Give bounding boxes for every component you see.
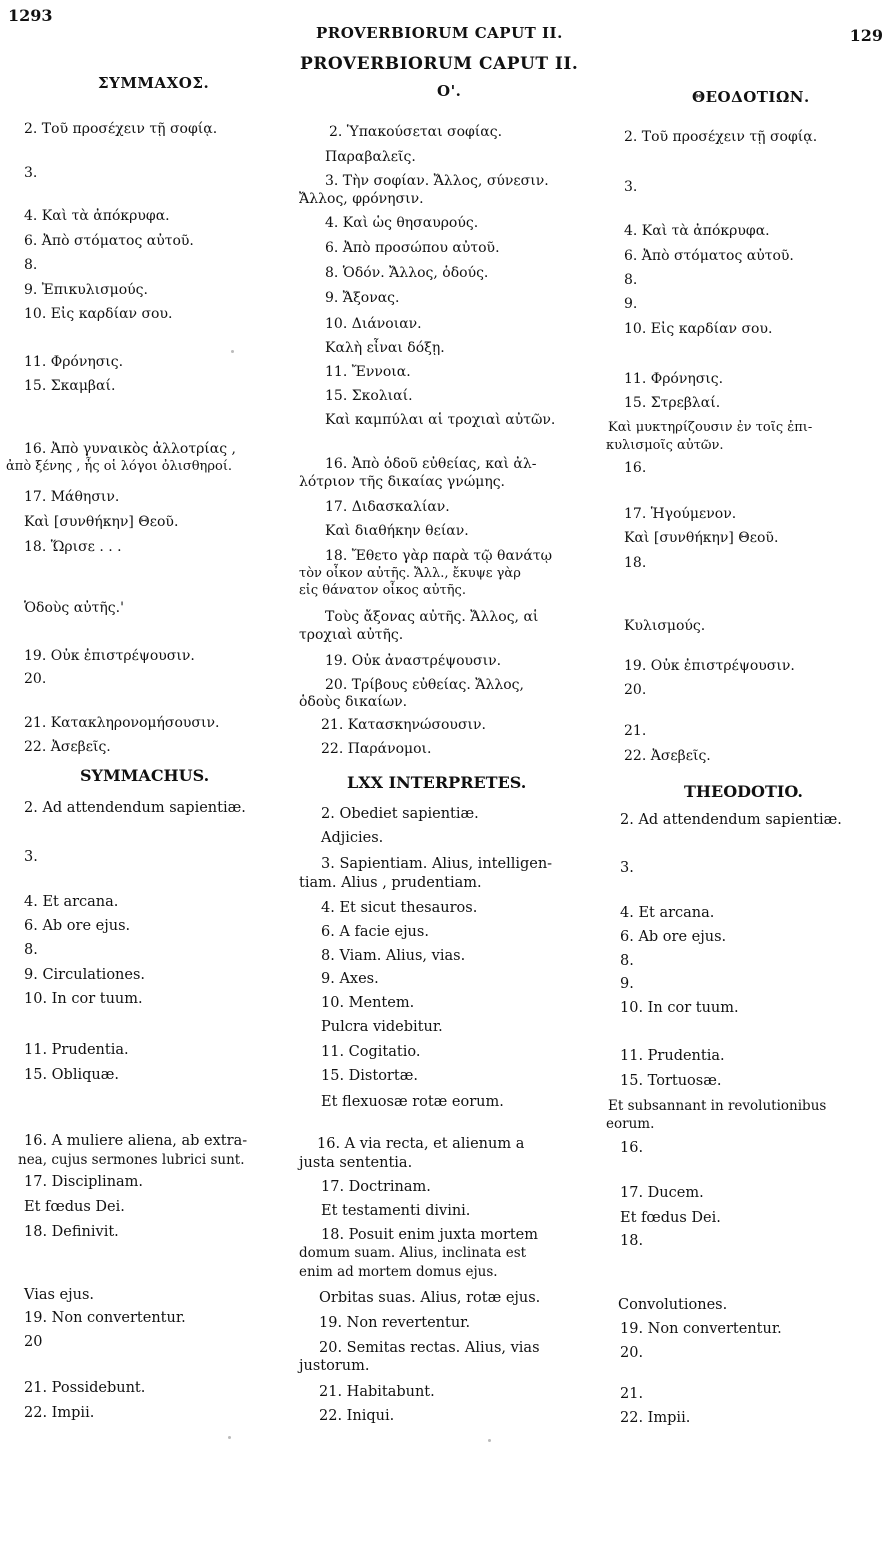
text-line: 22. Ἀσεβεῖς. xyxy=(624,748,711,764)
text-line: 8. Viam. Alius, vias. xyxy=(321,948,466,964)
text-line: 18. Ὥρισε . . . xyxy=(24,539,122,555)
text-line: 8. Ὁδόν. Ἄλλος, ὁδούς. xyxy=(325,265,489,281)
text-line: domum suam. Alius, inclinata est xyxy=(299,1245,527,1261)
text-line: Καὶ καμπύλαι αἱ τροχιαὶ αὐτῶν. xyxy=(325,412,556,428)
text-line: Orbitas suas. Alius, rotæ ejus. xyxy=(319,1290,541,1306)
text-line: 4. Et sicut thesauros. xyxy=(321,900,478,916)
text-line: 2. Ad attendendum sapientiæ. xyxy=(620,812,842,828)
text-line: 9. Ἐπικυλισμούς. xyxy=(24,282,148,298)
text-line: 19. Non revertentur. xyxy=(319,1315,471,1331)
text-line: 21. xyxy=(620,1386,644,1402)
text-line: 2. Ὑπακούσεται σοφίας. xyxy=(329,124,503,140)
text-line: 6. Ab ore ejus. xyxy=(620,929,727,945)
text-line: 2. Τοῦ προσέχειν τῇ σοφίᾳ. xyxy=(624,129,818,145)
text-line: τροχιαὶ αὐτῆς. xyxy=(299,627,404,643)
text-line: 9. Circulationes. xyxy=(24,967,146,983)
text-line: 15. Tortuosæ. xyxy=(620,1073,722,1089)
theodotion-greek-heading: ΘΕΟΔΟΤΙΩΝ. xyxy=(692,88,810,106)
text-line: 19. Non convertentur. xyxy=(620,1321,782,1337)
text-line: 10. In cor tuum. xyxy=(24,991,143,1007)
text-line: 9. Ἄξονας. xyxy=(325,290,400,306)
print-speck xyxy=(228,1436,231,1439)
text-line: κυλισμοῖς αὐτῶν. xyxy=(606,438,724,453)
text-line: Et subsannant in revolutionibus xyxy=(608,1098,827,1114)
text-line: nea, cujus sermones lubrici sunt. xyxy=(18,1152,245,1168)
text-line: 18. Ἔθετο γὰρ παρὰ τῷ θανάτῳ xyxy=(325,548,553,564)
text-line: tiam. Alius , prudentiam. xyxy=(299,875,482,891)
text-line: 15. Στρεβλαί. xyxy=(624,395,721,411)
text-line: 6. Ἀπὸ στόματος αὐτοῦ. xyxy=(624,248,794,264)
text-line: 10. In cor tuum. xyxy=(620,1000,739,1016)
text-line: 6. Ab ore ejus. xyxy=(24,918,131,934)
text-line: justa sententia. xyxy=(299,1155,413,1171)
text-line: Καὶ διαθήκην θείαν. xyxy=(325,523,469,539)
text-line: 9. xyxy=(620,976,634,992)
text-line: 15. Σκαμβαί. xyxy=(24,378,116,394)
text-line: 11. Ἔννοια. xyxy=(325,364,411,380)
text-line: 3. xyxy=(620,860,634,876)
text-line: 22. Παράνομοι. xyxy=(321,741,432,757)
text-line: 11. Φρόνησις. xyxy=(624,371,724,387)
page-number-left: 1293 xyxy=(8,6,53,25)
text-line: 21. Possidebunt. xyxy=(24,1380,146,1396)
text-line: Et fœdus Dei. xyxy=(24,1199,125,1215)
text-line: 17. Ἡγούμενον. xyxy=(624,506,737,522)
text-line: 10. Εἰς καρδίαν σου. xyxy=(624,321,773,337)
text-line: 3. Τὴν σοφίαν. Ἄλλος, σύνεσιν. xyxy=(325,173,549,189)
text-line: 20. xyxy=(624,682,647,698)
text-line: Ὁδοὺς αὐτῆς.' xyxy=(24,600,124,616)
text-line: ἀπὸ ξένης , ἧς οἱ λόγοι ὀλισθηροί. xyxy=(6,459,233,474)
text-line: 22. Impii. xyxy=(24,1405,95,1421)
text-line: 22. Ἀσεβεῖς. xyxy=(24,739,111,755)
text-line: Καὶ [συνθήκην] Θεοῦ. xyxy=(24,514,179,530)
text-line: 8. xyxy=(624,272,638,288)
text-line: 20. Τρίβους εὐθείας. Ἄλλος, xyxy=(325,677,524,693)
text-line: Convolutiones. xyxy=(618,1297,728,1313)
text-line: 3. xyxy=(624,179,638,195)
text-line: 9. xyxy=(624,296,638,312)
text-line: 20. Semitas rectas. Alius, vias xyxy=(319,1340,540,1356)
text-line: 2. Ad attendendum sapientiæ. xyxy=(24,800,246,816)
text-line: 4. Καὶ τὰ ἀπόκρυφα. xyxy=(624,223,770,239)
text-line: 17. Ducem. xyxy=(620,1185,704,1201)
text-line: 18. xyxy=(620,1233,644,1249)
text-line: 22. Impii. xyxy=(620,1410,691,1426)
text-line: 21. Κατακληρονομήσουσιν. xyxy=(24,715,220,731)
text-line: 6. Ἀπὸ προσώπου αὐτοῦ. xyxy=(325,240,500,256)
text-line: 21. xyxy=(624,723,647,739)
text-line: 10. Mentem. xyxy=(321,995,415,1011)
text-line: Vias ejus. xyxy=(24,1287,95,1303)
text-line: 6. Ἀπὸ στόματος αὐτοῦ. xyxy=(24,233,194,249)
chapter-title: PROVERBIORUM CAPUT II. xyxy=(300,54,579,74)
text-line: λότριον τῆς δικαίας γνώμης. xyxy=(299,474,506,490)
text-line: τὸν οἶκον αὐτῆς. Ἄλλ., ἔκυψε γὰρ xyxy=(299,566,521,581)
text-line: 16. xyxy=(624,460,647,476)
text-line: 18. Posuit enim juxta mortem xyxy=(321,1227,538,1243)
print-speck xyxy=(488,1439,491,1442)
text-line: 3. Sapientiam. Alius, intelligen- xyxy=(321,856,553,872)
text-line: 21. Κατασκηνώσουσιν. xyxy=(321,717,486,733)
text-line: 17. Doctrinam. xyxy=(321,1179,431,1195)
text-line: 8. xyxy=(24,942,38,958)
text-line: 11. Prudentia. xyxy=(24,1042,129,1058)
text-line: 15. Σκολιαί. xyxy=(325,388,413,404)
text-line: 16. A via recta, et alienum a xyxy=(317,1136,525,1152)
text-line: Pulcra videbitur. xyxy=(321,1019,443,1035)
symmachus-latin-heading: SYMMACHUS. xyxy=(80,766,210,785)
print-speck xyxy=(231,350,234,353)
theodotion-latin-heading: THEODOTIO. xyxy=(684,782,803,801)
text-line: 8. xyxy=(24,257,38,273)
text-line: 17. Disciplinam. xyxy=(24,1174,144,1190)
text-line: enim ad mortem domus ejus. xyxy=(299,1264,498,1280)
text-line: 10. Διάνοιαν. xyxy=(325,316,422,332)
text-line: 6. A facie ejus. xyxy=(321,924,429,940)
text-line: 19. Οὐκ ἐπιστρέψουσιν. xyxy=(24,648,195,664)
text-line: 17. Μάθησιν. xyxy=(24,489,120,505)
text-line: Καὶ μυκτηρίζουσιν ἐν τοῖς ἐπι- xyxy=(608,420,813,435)
text-line: 2. Obediet sapientiæ. xyxy=(321,806,479,822)
text-line: Κυλισμούς. xyxy=(624,618,706,634)
text-line: Adjicies. xyxy=(321,830,384,846)
lxx-latin-heading: LXX INTERPRETES. xyxy=(347,773,527,792)
text-line: 18. xyxy=(624,555,647,571)
text-line: Καὶ [συνθήκην] Θεοῦ. xyxy=(624,530,779,546)
text-line: 10. Εἰς καρδίαν σου. xyxy=(24,306,173,322)
text-line: 3. xyxy=(24,165,38,181)
text-line: 11. Prudentia. xyxy=(620,1048,725,1064)
text-line: Καλὴ εἶναι δόξῃ. xyxy=(325,340,445,356)
text-line: Et fœdus Dei. xyxy=(620,1210,721,1226)
text-line: Τοὺς ἄξονας αὐτῆς. Ἄλλος, αἱ xyxy=(325,609,539,625)
text-line: 4. Et arcana. xyxy=(620,905,715,921)
text-line: 19. Non convertentur. xyxy=(24,1310,186,1326)
text-line: eorum. xyxy=(606,1116,655,1132)
text-line: 4. Καὶ ὡς θησαυρούς. xyxy=(325,215,479,231)
text-line: Et testamenti divini. xyxy=(321,1203,471,1219)
text-line: justorum. xyxy=(299,1358,370,1374)
page-number-right: 129 xyxy=(849,26,883,45)
text-line: 22. Iniqui. xyxy=(319,1408,395,1424)
text-line: 2. Τοῦ προσέχειν τῇ σοφίᾳ. xyxy=(24,121,218,137)
text-line: 3. xyxy=(24,849,38,865)
running-title: PROVERBIORUM CAPUT II. xyxy=(316,24,563,42)
text-line: 11. Φρόνησις. xyxy=(24,354,124,370)
text-line: 20. xyxy=(620,1345,644,1361)
text-line: Παραβαλεῖς. xyxy=(325,149,416,165)
text-line: 4. Et arcana. xyxy=(24,894,119,910)
text-line: 20. xyxy=(24,671,47,687)
text-line: εἰς θάνατον οἶκος αὐτῆς. xyxy=(299,583,466,598)
symmachus-greek-heading: ΣΥΜΜΑΧΟΣ. xyxy=(98,74,210,92)
text-line: ὁδοὺς δικαίων. xyxy=(299,694,408,710)
text-line: 4. Καὶ τὰ ἀπόκρυφα. xyxy=(24,208,170,224)
text-line: 16. A muliere aliena, ab extra- xyxy=(24,1133,248,1149)
text-line: 9. Axes. xyxy=(321,971,379,987)
text-line: 19. Οὐκ ἀναστρέψουσιν. xyxy=(325,653,502,669)
text-line: 18. Definivit. xyxy=(24,1224,119,1240)
text-line: 17. Διδασκαλίαν. xyxy=(325,499,450,515)
text-line: 16. Ἀπὸ ὁδοῦ εὐθείας, καὶ ἀλ- xyxy=(325,456,537,472)
text-line: 15. Obliquæ. xyxy=(24,1067,119,1083)
text-line: 20 xyxy=(24,1334,43,1350)
text-line: 21. Habitabunt. xyxy=(319,1384,435,1400)
lxx-greek-heading: Ο'. xyxy=(437,82,462,100)
text-line: 15. Distortæ. xyxy=(321,1068,418,1084)
text-line: Et flexuosæ rotæ eorum. xyxy=(321,1094,504,1110)
text-line: 16. xyxy=(620,1140,644,1156)
text-line: 16. Ἀπὸ γυναικὸς ἀλλοτρίας , xyxy=(24,441,236,457)
text-line: 19. Οὐκ ἐπιστρέψουσιν. xyxy=(624,658,795,674)
text-line: 11. Cogitatio. xyxy=(321,1044,421,1060)
text-line: Ἄλλος, φρόνησιν. xyxy=(299,191,424,207)
text-line: 8. xyxy=(620,953,634,969)
